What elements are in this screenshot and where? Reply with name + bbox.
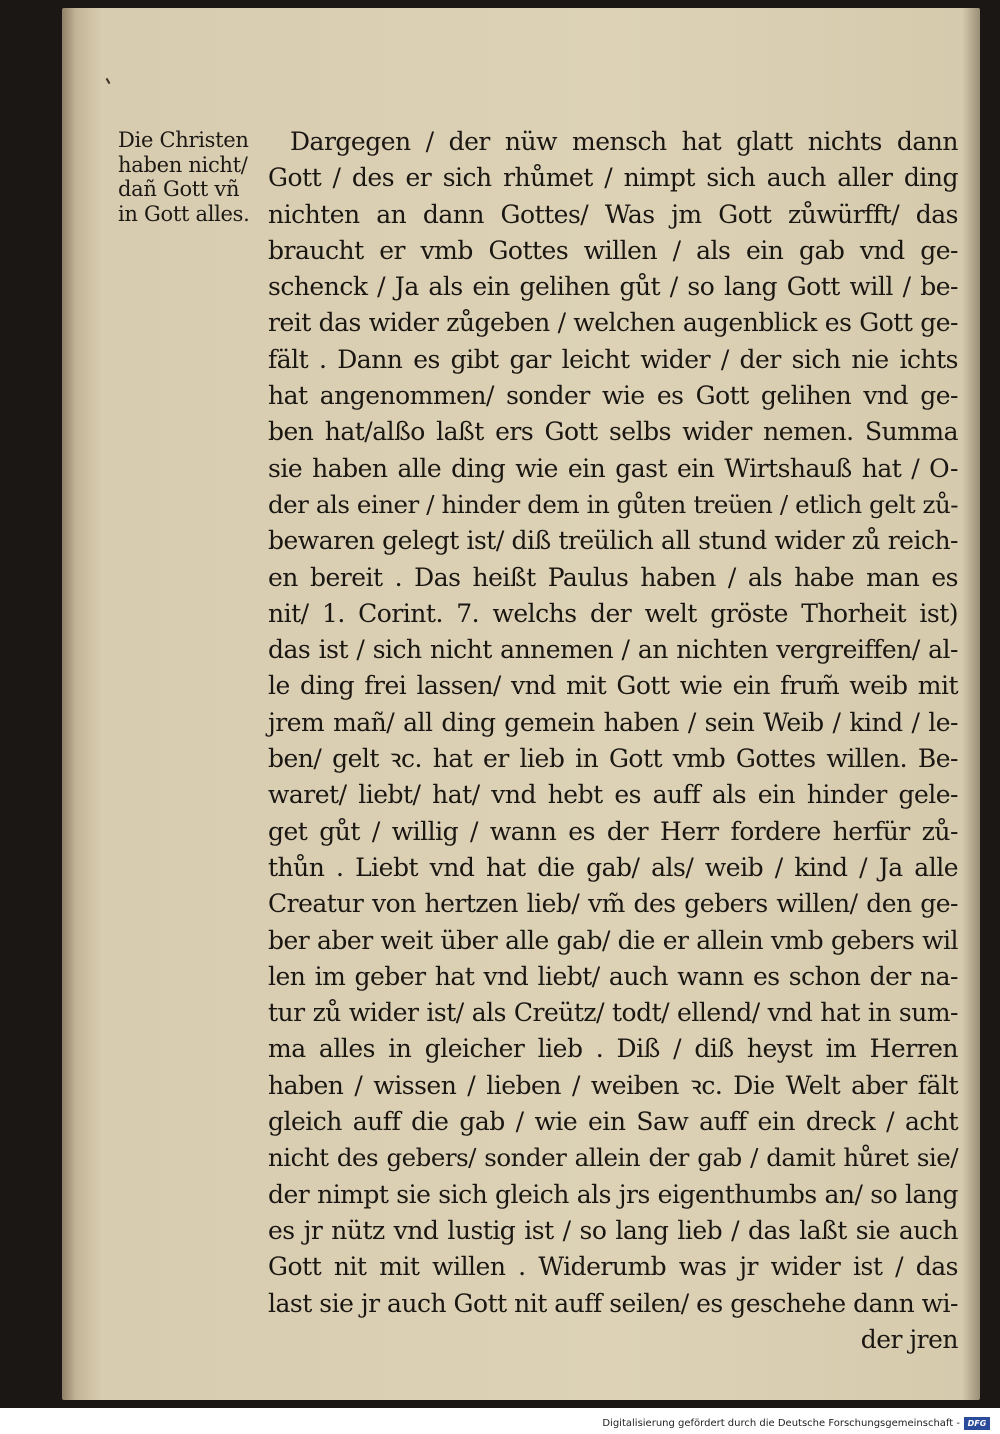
text-line: braucht er vmb Gottes willen / als ein gab vnd ge- (268, 235, 958, 265)
text-line: bewaren gelegt ist/ diß treülich all stund wider zů reich- (268, 526, 958, 556)
margin-note (118, 128, 268, 226)
margin-note-line: Die Christen (118, 128, 249, 152)
text-line: haben / wissen / lieben / weiben ꝛc. Die Welt aber fält (268, 1070, 958, 1100)
margin-note-line: in Gott alles. (118, 201, 250, 226)
text-line: der als einer / hinder dem in gůten treüen / etlich gelt zů- (268, 489, 958, 519)
text-line: schenck / Ja als ein gelihen gůt / so lang Gott will / be- (268, 272, 958, 302)
text-line: waret/ liebt/ hat/ vnd hebt es auff als ein hinder gele- (268, 780, 958, 810)
text-line: thůn . Liebt vnd hat die gab/ als/ weib / kind / Ja alle (268, 852, 958, 882)
text-line: get gůt / willig / wann es der Herr fordere herfür zů- (268, 816, 958, 846)
text-line: nicht des gebers/ sonder allein der gab / damit hůret sie/ (268, 1143, 958, 1173)
text-line: Gott / des er sich rhůmet / nimpt sich auch aller ding (268, 163, 958, 193)
catchword: der jren (860, 1324, 958, 1354)
text-line: ber aber weit über alle gab/ die er allein vmb gebers wil (268, 925, 958, 955)
text-line: ben/ gelt ꝛc. hat er lieb in Gott vmb Gottes willen. Be- (268, 744, 958, 774)
text-line: das ist / sich nicht annemen / an nichten vergreiffen/ al- (268, 635, 958, 665)
margin-note-line: dañ Gott vñ (118, 177, 240, 201)
text-line: tur zů wider ist/ als Creütz/ todt/ ellend/ vnd hat in sum- (268, 998, 958, 1028)
margin-note-line: haben nicht/ (118, 152, 248, 177)
text-line: len im geber hat vnd liebt/ auch wann es schon der na- (268, 961, 958, 991)
text-line: fält . Dann es gibt gar leicht wider / der sich nie ichts (268, 344, 958, 374)
text-line: nit/ 1. Corint. 7. welchs der welt gröste Thorheit ist) (268, 598, 958, 628)
footer-bar (0, 1408, 1000, 1434)
text-line: Gott nit mit willen . Widerumb was jr wider ist / das (268, 1252, 958, 1282)
text-line: Creatur von hertzen lieb/ vm̃ des gebers willen/ den ge- (268, 889, 958, 919)
text-line: le ding frei lassen/ vnd mit Gott wie ein frum̃ weib mit (268, 671, 958, 701)
text-line: hat angenommen/ sonder wie es Gott gelihen vnd ge- (268, 381, 958, 411)
text-line: es jr nütz vnd lustig ist / so lang lieb / das laßt sie auch (268, 1215, 958, 1245)
text-line: jrem mañ/ all ding gemein haben / sein Weib / kind / le- (268, 707, 958, 737)
funding-credit: Digitalisierung gefördert durch die Deutsche Forschungsgemeinschaft - (602, 1418, 960, 1429)
text-line: en bereit . Das heißt Paulus haben / als habe man es (268, 562, 958, 592)
text-line: last sie jr auch Gott nit auff seilen/ es geschehe dann wi- (268, 1288, 958, 1318)
text-line: reit das wider zůgeben / welchen augenblick es Gott ge- (268, 308, 958, 338)
text-line: Dargegen / der nüw mensch hat glatt nichts dann (290, 127, 958, 156)
text-line: ben hat/alßo laßt ers Gott selbs wider nemen. Summa (268, 417, 958, 447)
text-line: nichten an dann Gottes/ Was jm Gott zůwürfft/ das (268, 199, 958, 229)
main-text-block (268, 124, 958, 1358)
dfg-logo-icon: DFG (964, 1417, 990, 1430)
text-line: sie haben alle ding wie ein gast ein Wirtshauß hat / O- (268, 453, 958, 483)
text-line: der nimpt sie sich gleich als jrs eigenthumbs an/ so lang (268, 1179, 958, 1209)
text-line: gleich auff die gab / wie ein Saw auff ein dreck / acht (268, 1107, 958, 1137)
text-line: ma alles in gleicher lieb . Diß / diß heyst im Herren (268, 1034, 958, 1064)
